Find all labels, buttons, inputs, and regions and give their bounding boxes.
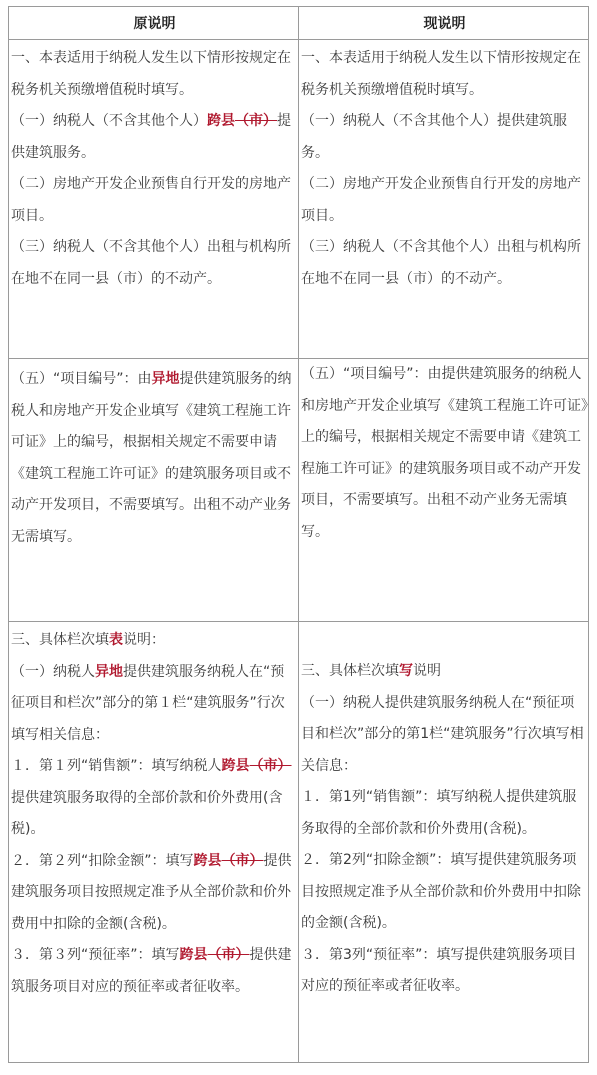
added-text: 跨县	[207, 113, 235, 129]
paragraph: ２．第２列“扣除金额”：填写跨县（市）提供建筑服务项目按照规定准予从全部价款和价外费用中扣除的金额(含税)。	[11, 852, 292, 932]
original-cell	[9, 622, 299, 1063]
paragraph: １．第1列“销售额”：填写纳税人提供建筑服务取得的全部价款和价外费用(含税)。	[301, 789, 577, 837]
header-original: 原说明	[9, 7, 299, 40]
paragraph: ２．第2列“扣除金额”：填写提供建筑服务项目按照规定准予从全部价款和价外费用中扣除的金额(含税)。	[301, 852, 581, 931]
paragraph: １．第１列“销售额”：填写纳税人跨县（市）提供建筑服务取得的全部价款和价外费用(含税)。	[11, 758, 292, 837]
added-text: 跨县	[221, 758, 250, 774]
paragraph: （二）房地产开发企业预售自行开发的房地产项目。	[11, 176, 291, 224]
header-row	[9, 7, 589, 40]
paragraph: （三）纳税人（不含其他个人）出租与机构所在地不在同一县（市）的不动产。	[301, 239, 581, 287]
paragraph: 一、本表适用于纳税人发生以下情形按规定在税务机关预缴增值税时填写。	[11, 50, 291, 98]
deleted-text: （市）	[221, 852, 264, 869]
paragraph: 一、本表适用于纳税人发生以下情形按规定在税务机关预缴增值税时填写。	[301, 50, 581, 98]
original-cell	[9, 40, 299, 359]
paragraph: （一）纳税人（不含其他个人）跨县（市）提供建筑服务。	[11, 113, 291, 161]
added-text: 异地	[95, 663, 123, 680]
current-cell	[299, 40, 589, 359]
paragraph: ３．第３列“预征率”：填写跨县（市）提供建筑服务项目对应的预征率或者征收率。	[11, 947, 292, 995]
paragraph: （五）“项目编号”：由提供建筑服务的纳税人和房地产开发企业填写《建筑工程施工许可证》上的编号，根据相关规定不需要申请《建筑工程施工许可证》的建筑服务项目或不动产开发项目，不需要填写。出租不动产业务无需填写。	[301, 366, 588, 540]
added-text: 跨县	[179, 947, 208, 963]
table-row	[9, 359, 589, 622]
table-row	[9, 622, 589, 1063]
added-text: 表	[109, 632, 123, 648]
paragraph: （三）纳税人（不含其他个人）出租与机构所在地不在同一县（市）的不动产。	[11, 239, 291, 287]
current-cell	[299, 622, 589, 1063]
deleted-text: （市）	[249, 758, 292, 774]
paragraph: 三、具体栏次填写说明	[301, 663, 441, 679]
paragraph: （二）房地产开发企业预售自行开发的房地产项目。	[301, 176, 581, 224]
paragraph: （一）纳税人（不含其他个人）提供建筑服务。	[301, 113, 567, 161]
header-current: 现说明	[299, 7, 589, 40]
deleted-text: （市）	[235, 113, 277, 129]
added-text: 跨县	[193, 852, 222, 869]
paragraph: ３．第3列“预征率”：填写提供建筑服务项目对应的预征率或者征收率。	[301, 946, 577, 994]
original-cell	[9, 359, 299, 622]
added-text: 写	[399, 663, 413, 679]
table-row	[9, 40, 589, 359]
paragraph: 三、具体栏次填表说明：	[11, 632, 165, 648]
added-text: 异地	[151, 371, 180, 387]
paragraph: （五）“项目编号”：由异地提供建筑服务的纳税人和房地产开发企业填写《建筑工程施工许可证》上的编号，根据相关规定不需要申请《建筑工程施工许可证》的建筑服务项目或不动产开发项目，不需要填写。出租不动产业务无需填写。	[11, 371, 292, 545]
deleted-text: （市）	[207, 947, 250, 963]
current-cell	[299, 359, 589, 622]
paragraph: （一）纳税人异地提供建筑服务纳税人在“预征项目和栏次”部分的第１栏“建筑服务”行次填写相关信息：	[11, 663, 285, 743]
comparison-table	[8, 6, 589, 1063]
paragraph: （一）纳税人提供建筑服务纳税人在“预征项目和栏次”部分的第1栏“建筑服务”行次填写相关信息：	[301, 694, 584, 774]
